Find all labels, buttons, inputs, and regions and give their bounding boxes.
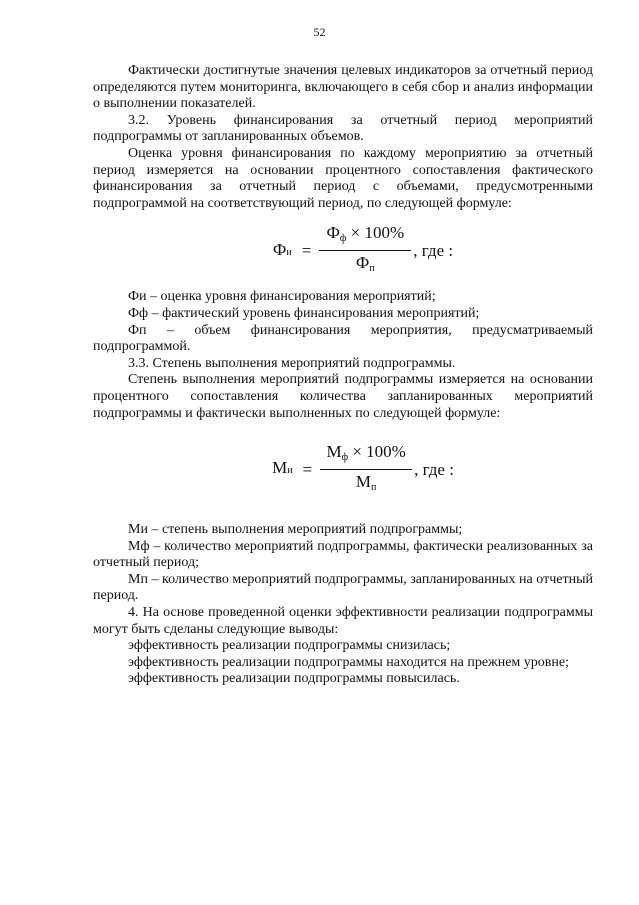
formula-completion: [133, 430, 593, 510]
formula-equals: =: [302, 459, 313, 479]
formula-equals: =: [301, 241, 312, 261]
paragraph-completion-degree: Степень выполнения мероприятий подпрограммы измеряется на основании процентного сопоставления количества запланированных мероприятий подпрограммы и фактически выполненных по следующей формуле:: [93, 372, 593, 421]
formula-numerator: [322, 222, 408, 251]
formula-symbol: Ф: [355, 253, 370, 273]
formula-subscript: ф: [341, 451, 349, 463]
section-4-heading: 4. На основе проведенной оценки эффективности реализации подпрограммы могут быть сделаны следующие выводы:: [93, 605, 593, 637]
formula-percent: × 100%: [346, 222, 405, 242]
formula-numerator: [322, 441, 409, 470]
conclusion-decreased: эффективность реализации подпрограммы снизилась;: [128, 638, 451, 654]
formula-symbol: Ф: [272, 239, 287, 259]
formula-subscript: п: [369, 263, 375, 275]
formula-tail: , где :: [413, 241, 454, 261]
definition-mf: Мф – количество мероприятий подпрограммы, фактически реализованных за отчетный период;: [93, 538, 593, 571]
definition-mp: Мп – количество мероприятий подпрограммы, запланированных на отчетный период.: [93, 571, 593, 604]
section-3-2-heading: 3.2. Уровень финансирования за отчетный период мероприятий подпрограммы от запланированных объемов.: [93, 112, 593, 145]
paragraph-financing-assessment: Оценка уровня финансирования по каждому мероприятию за отчетный период измеряется на основании процентного сопоставления фактического финансирования за отчетный период с объемами, предусмотренными подпрограммой на соответствующий период, по следующей формуле:: [93, 145, 593, 211]
formula-completion-lhs: [272, 460, 292, 480]
formula-denominator: [356, 251, 375, 278]
formula-percent: × 100%: [348, 441, 406, 461]
section-3-3-heading: 3.3. Степень выполнения мероприятий подпрограммы.: [128, 355, 456, 371]
formula-tail: , где :: [414, 459, 454, 479]
document-body: [93, 63, 593, 688]
paragraph-monitoring: Фактически достигнутые значения целевых индикаторов за отчетный период определяются путем мониторинга, включающего в себя сбор и анализ информации о выполнении показателей.: [93, 63, 593, 112]
formula-symbol: М: [272, 458, 288, 478]
formula-financing: [133, 213, 593, 289]
formula-completion-fraction: [320, 441, 412, 497]
page-number: 52: [313, 25, 326, 39]
conclusion-unchanged: эффективность реализации подпрограммы находится на прежнем уровне;: [128, 654, 569, 670]
formula-subscript: и: [287, 465, 293, 477]
formula-subscript: п: [371, 482, 377, 494]
formula-symbol: Ф: [326, 222, 340, 242]
formula-financing-fraction: [319, 222, 411, 278]
definition-fp: Фп – объем финансирования мероприятия, предусматриваемый подпрограммой.: [93, 322, 593, 355]
formula-financing-lhs: [272, 239, 292, 262]
formula-subscript: и: [286, 246, 292, 258]
formula-denominator: [356, 470, 376, 497]
conclusion-increased: эффективность реализации подпрограммы повысилась.: [128, 671, 460, 687]
definition-mi: Ми – степень выполнения мероприятий подпрограммы;: [128, 522, 463, 538]
definition-fi: Фи – оценка уровня финансирования мероприятий;: [128, 289, 436, 305]
formula-symbol: М: [355, 472, 372, 492]
formula-subscript: ф: [339, 232, 347, 244]
definition-ff: Фф – фактический уровень финансирования мероприятий;: [128, 305, 480, 321]
formula-symbol: М: [326, 441, 342, 461]
